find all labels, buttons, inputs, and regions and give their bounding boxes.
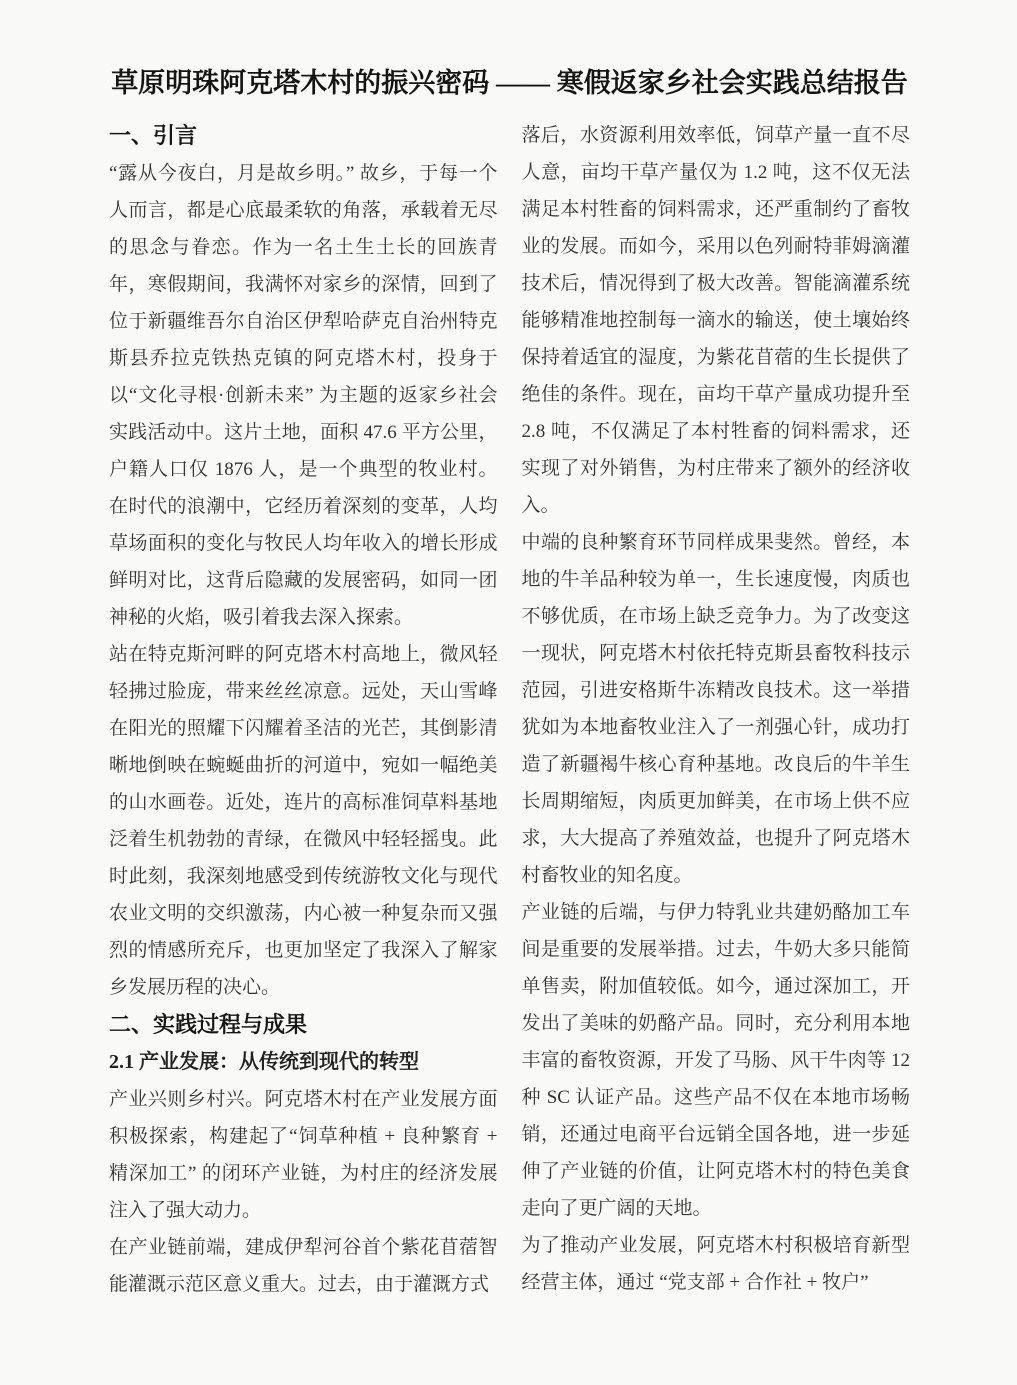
- paragraph-cooperative-start: 为了推动产业发展，阿克塔木村积极培育新型经营主体，通过 “党支部 + 合作社 + 牧户”: [521, 1235, 910, 1293]
- column-left: [109, 117, 498, 1303]
- paragraph-irrigation-start: 在产业链前端，建成伊犁河谷首个紫花苜蓿智能灌溉示范区意义重大。过去，由于灌溉方式: [109, 1237, 498, 1295]
- document-title: 草原明珠阿克塔木村的振兴密码 —— 寒假返家乡社会实践总结报告: [111, 68, 908, 98]
- paragraph-intro-2: 站在特克斯河畔的阿克塔木村高地上，微风轻轻拂过脸庞，带来丝丝凉意。远处，天山雪峰在阳光的照耀下闪耀着圣洁的光芒，其倒影清晰地倒映在蜿蜒曲折的河道中，宛如一幅绝美的山水画卷。近处，连片的高标准饲草料基地泛着生机勃勃的青绿，在微风中轻轻摇曳。此时此刻，我深刻地感受到传统游牧文化与现代农业文明的交织激荡，内心被一种复杂而又强烈的情感所充斥，也更加坚定了我深入了解家乡发展历程的决心。: [109, 644, 498, 998]
- section-heading-introduction: 一、引言: [109, 123, 198, 148]
- paragraph-irrigation-continued: 落后，水资源利用效率低，饲草产量一直不尽人意，亩均干草产量仅为 1.2 吨，这不仅无法满足本村牲畜的饲料需求，还严重制约了畜牧业的发展。而如今，采用以色列耐特菲姆滴灌技术后，情况得到了极大改善。智能滴灌系统能够精准地控制每一滴水的输送，使土壤始终保持着适宜的湿度，为紫花苜蓿的生长提供了绝佳的条件。现在，亩均干草产量成功提升至 2.8 吨，不仅满足了本村牲畜的饲料需求，还实现了对外销售，为村庄带来了额外的经济收入。: [521, 125, 910, 516]
- two-column-layout: [109, 117, 910, 1303]
- subsection-heading-industry-development: 2.1 产业发展：从传统到现代的转型: [109, 1051, 419, 1073]
- paragraph-processing: 产业链的后端，与伊力特乳业共建奶酪加工车间是重要的发展举措。过去，牛奶大多只能简单售卖，附加值较低。如今，通过深加工，开发出了美味的奶酪产品。同时，充分利用本地丰富的畜牧资源，开发了马肠、风干牛肉等 12 种 SC 认证产品。这些产品不仅在本地市场畅销，还通过电商平台远销全国各地，进一步延伸了产业链的价值，让阿克塔木村的特色美食走向了更广阔的天地。: [521, 902, 910, 1219]
- paragraph-intro-1: “露从今夜白，月是故乡明。” 故乡，于每一个人而言，都是心底最柔软的角落，承载着无尽的思念与眷恋。作为一名土生土长的回族青年，寒假期间，我满怀对家乡的深情，回到了位于新疆维吾尔自治区伊犁哈萨克自治州特克斯县乔拉克铁热克镇的阿克塔木村，投身于以“文化寻根·创新未来” 为主题的返家乡社会实践活动中。这片土地，面积 47.6 平方公里，户籍人口仅 1876 人，是一个典型的牧业村。在时代的浪潮中，它经历着深刻的变革，人均草场面积的变化与牧民人均年收入的增长形成鲜明对比，这背后隐藏的发展密码，如同一团神秘的火焰，吸引着我去深入探索。: [109, 163, 498, 628]
- column-right: [522, 117, 911, 1301]
- section-heading-practice-results: 二、实践过程与成果: [109, 1012, 308, 1037]
- paragraph-industry-overview: 产业兴则乡村兴。阿克塔木村在产业发展方面积极探索，构建起了“饲草种植 + 良种繁育 + 精深加工” 的闭环产业链，为村庄的经济发展注入了强大动力。: [109, 1089, 498, 1221]
- paragraph-breeding: 中端的良种繁育环节同样成果斐然。曾经，本地的牛羊品种较为单一，生长速度慢，肉质也不够优质，在市场上缺乏竞争力。为了改变这一现状，阿克塔木村依托特克斯县畜牧科技示范园，引进安格斯牛冻精改良技术。这一举措犹如为本地畜牧业注入了一剂强心针，成功打造了新疆褐牛核心育种基地。改良后的牛羊生长周期缩短，肉质更加鲜美，在市场上供不应求，大大提高了养殖效益，也提升了阿克塔木村畜牧业的知名度。: [521, 532, 910, 886]
